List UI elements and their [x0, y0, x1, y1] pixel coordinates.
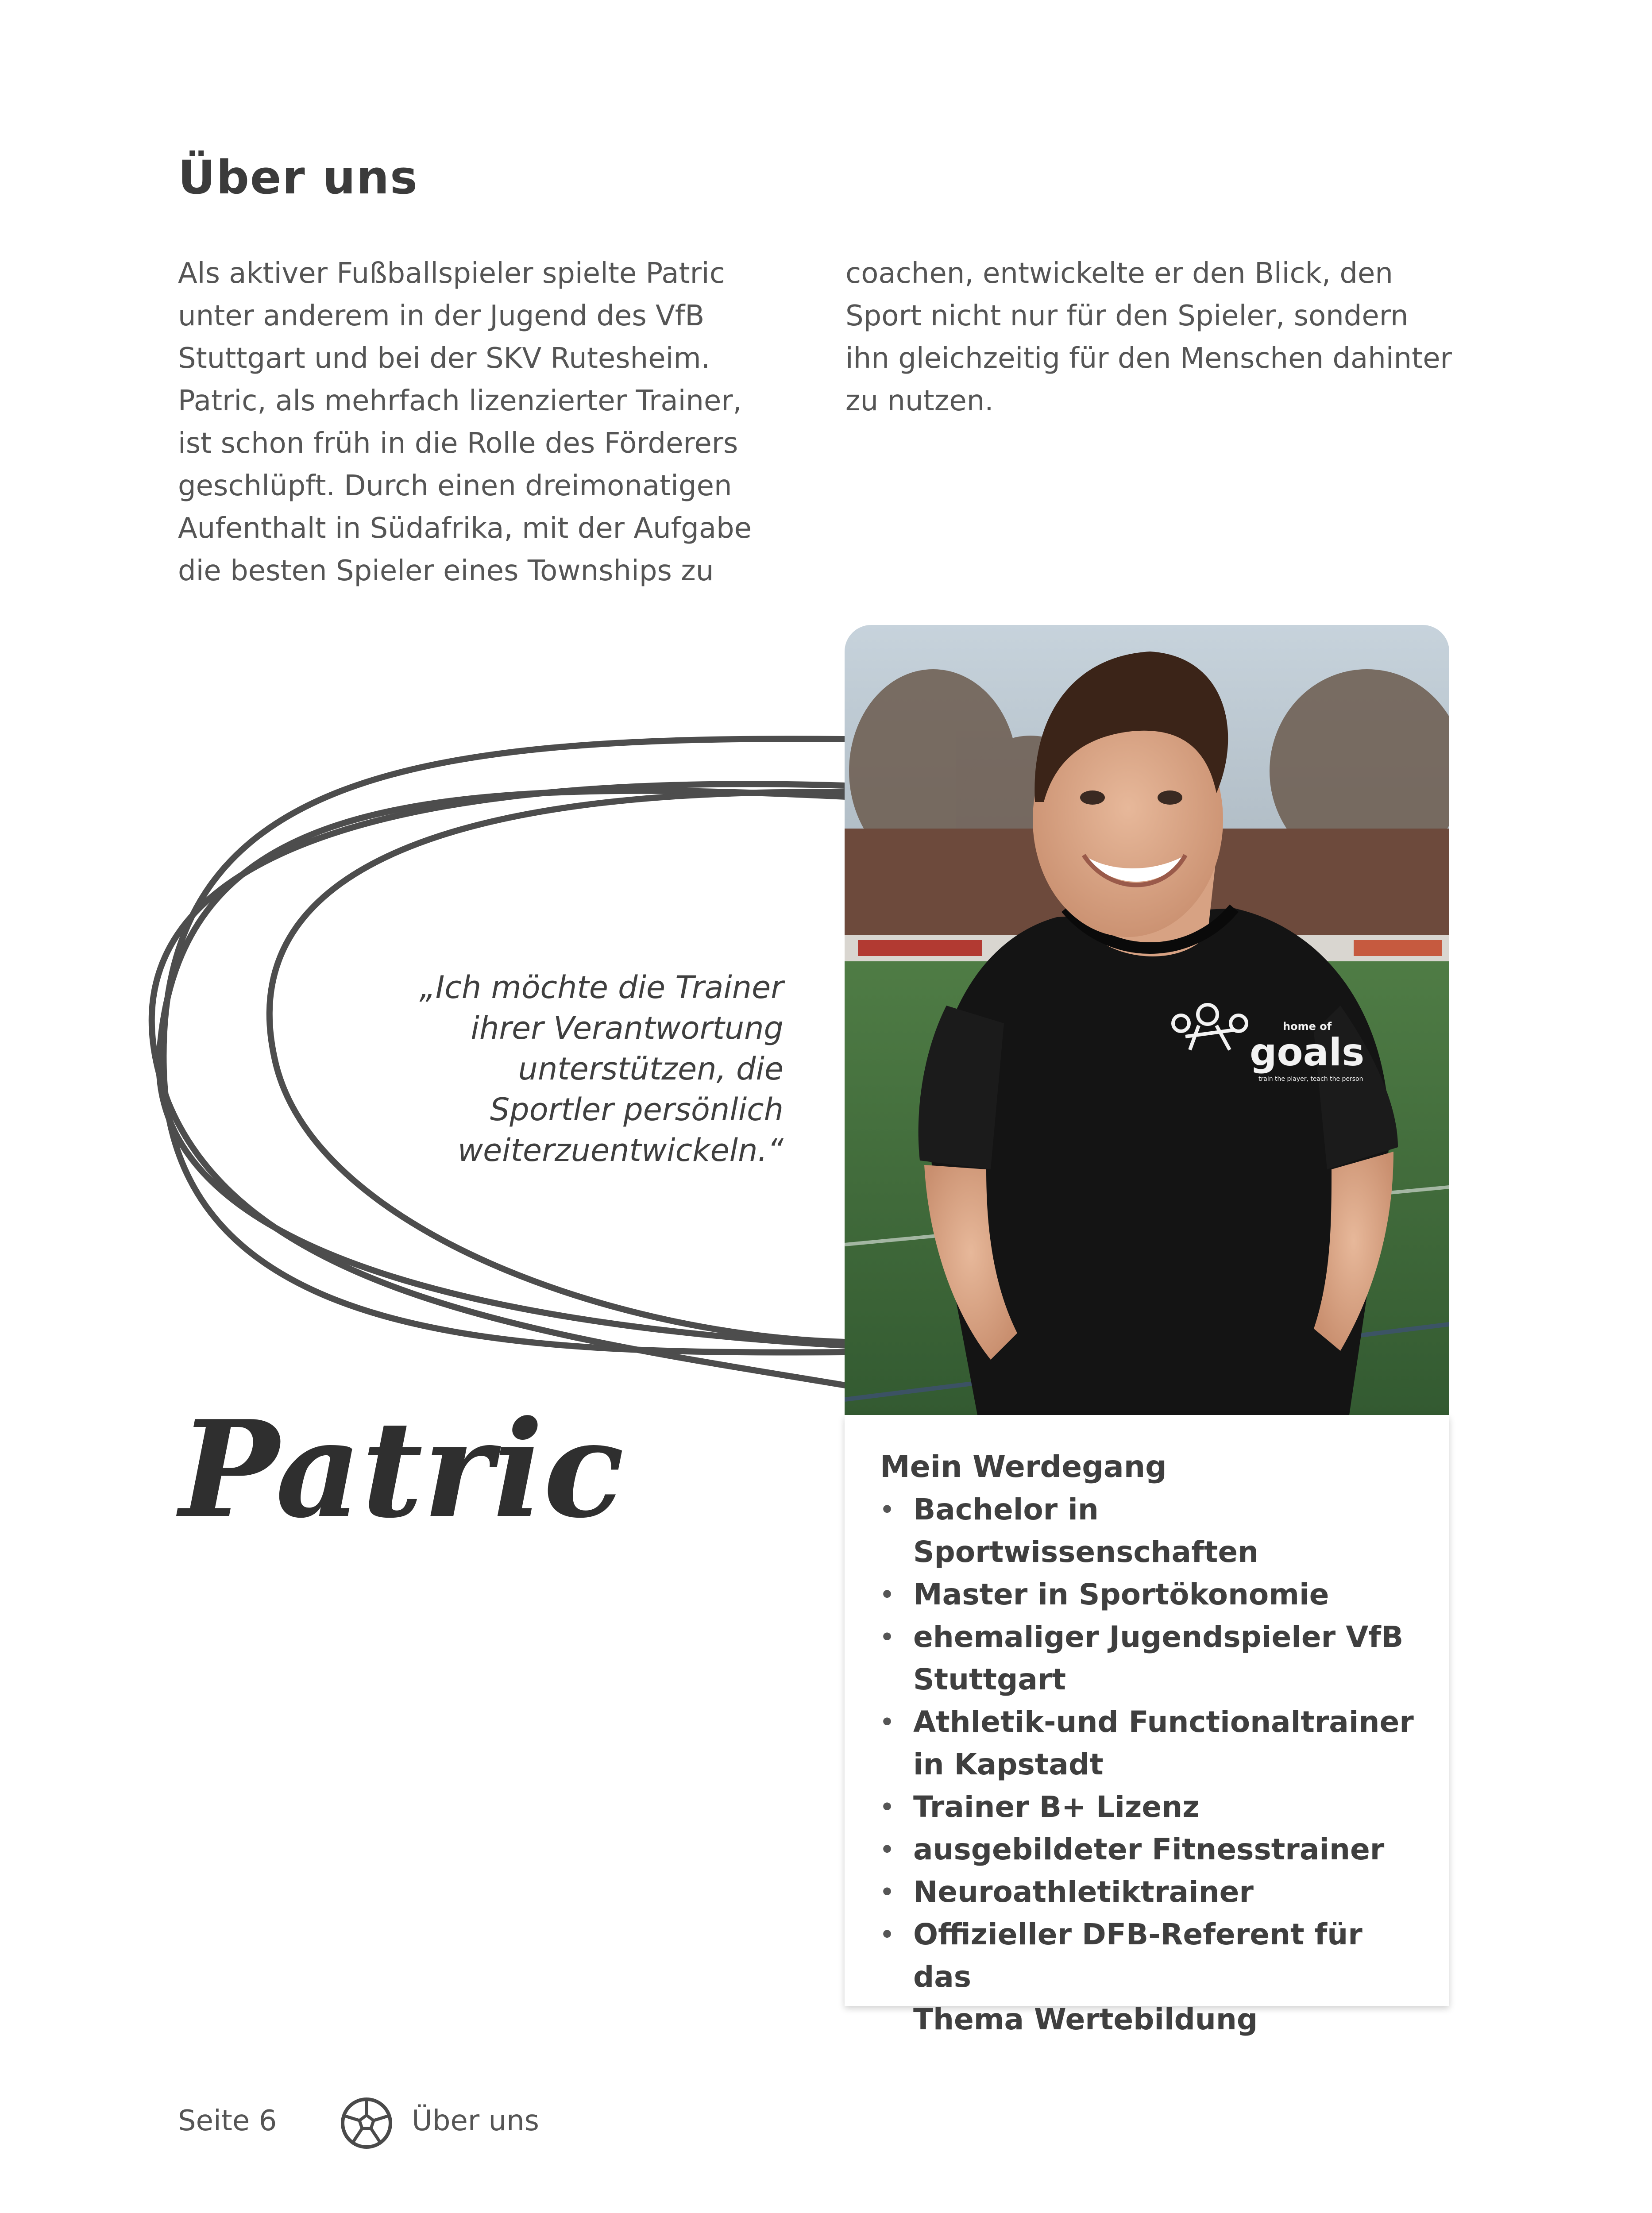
bullet-icon: •: [880, 1837, 894, 1862]
shirt-logo-tagline: train the player, teach the person: [1258, 1076, 1363, 1083]
footer-section-label: Über uns: [412, 2105, 539, 2137]
career-item: • Trainer B+ Lizenz: [880, 1786, 1423, 1828]
career-item: • ausgebildeter Fitnesstrainer: [880, 1828, 1423, 1871]
bullet-icon: •: [880, 1879, 894, 1905]
career-title: Mein Werdegang: [880, 1450, 1167, 1484]
career-item: • Bachelor in Sportwissenschaften: [880, 1488, 1423, 1573]
career-item: • Master in Sportökonomie: [880, 1573, 1423, 1616]
intro-text-right: coachen, entwickelte er den Blick, den Sport nicht nur für den Spieler, sondern ihn gleichzeitig für den Menschen dahinter zu nutzen.: [845, 257, 1452, 417]
bullet-icon: •: [880, 1497, 894, 1523]
bullet-icon: •: [880, 1582, 894, 1608]
shirt-logo-text: goals: [1250, 1030, 1365, 1075]
career-item: • Offizieller DFB-Referent für das Thema Wertebildung: [880, 1913, 1423, 2041]
page-title: Über uns: [178, 150, 418, 204]
bullet-icon: •: [880, 1922, 894, 1947]
career-item: • Athletik-und Functionaltrainer in Kapstadt: [880, 1701, 1423, 1786]
person-name: Patric: [179, 1391, 625, 1547]
profile-photo: [845, 625, 1449, 1415]
intro-text-left: Als aktiver Fußballspieler spielte Patric unter anderem in der Jugend des VfB Stuttgart und bei der SKV Rutesheim. Patric, als mehrfach lizenzierter Trainer, ist schon früh in die Rolle des Förderers geschlüpft. Durch einen dreimonatigen Aufenthalt in Südafrika, mit der Aufgabe die besten Spieler eines Townships zu: [178, 257, 752, 587]
bullet-icon: •: [880, 1709, 894, 1735]
career-list: [880, 1488, 1423, 2041]
shirt-logo-small: home of: [1283, 1020, 1332, 1033]
soccer-ball-icon: [340, 2097, 393, 2150]
page-number: Seite 6: [178, 2105, 277, 2137]
bullet-icon: •: [880, 1624, 894, 1650]
career-card: [845, 1415, 1449, 2036]
career-item: • Neuroathletiktrainer: [880, 1871, 1423, 1913]
career-item: • ehemaliger Jugendspieler VfB Stuttgart: [880, 1616, 1423, 1701]
bullet-icon: •: [880, 1794, 894, 1820]
quote-text: „Ich möchte die Trainer ihrer Verantwortung unterstützen, die Sportler persönlich weiterzuentwickeln.“: [419, 969, 784, 1168]
